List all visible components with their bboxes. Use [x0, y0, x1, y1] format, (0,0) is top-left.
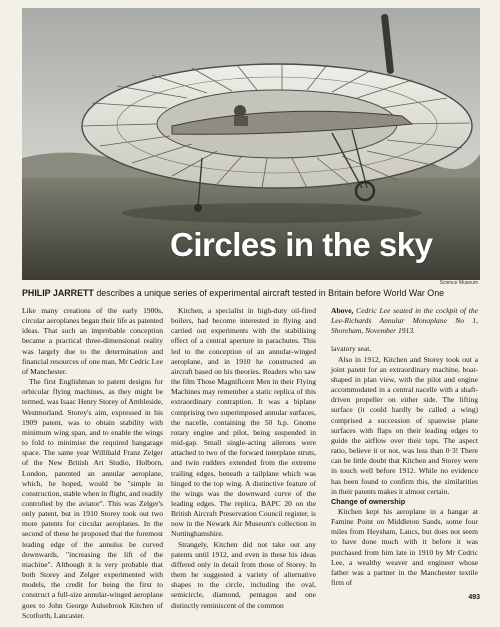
column-2 [171, 306, 316, 611]
paragraph: The first Englishman to patent designs for orbicular flying machines, as they might be termed, was Isaac Henry Storey of Ambleside, Westmorland. Storey's aim, expressed in his 1909 patent, was to obtain stability with minimum wing span, and to enable the wings to fold to minimise the required hangarage space. The same year Willibald Franz Zelger of the New British Art Studio, Holborn, London, patented an annular aeroplane, which, he hoped, would be "simple in construction, stable when in flight, and readily controlled by the aviator". This was Zelger's only patent, but in 1910 Storey took out two more patents for circular aeroplanes. In the second of these he proposed that the foremost leading edge of the annulus be curved downwards, "increasing the lift of the machine". Although it is very probable that both Storey and Zelger experimented with models, the credit for being the first to construct a full-size annular-winged aeroplane goes to John George Aulsebrook Kitchen of Scotforth, Lancaster. [22, 377, 163, 620]
standfirst-text: describes a unique series of experimental aircraft tested in Britain before World War One [96, 288, 445, 298]
article-title: Circles in the sky [170, 226, 433, 263]
paragraph: Strangely, Kitchen did not take out any patents until 1912, and even in these his ideas differed only in detail from those of Storey. In them he suggested a variety of alternative shapes to the circle, including the oval, semicircle, diamond, pentagon and one distinctly reminiscent of the common [171, 539, 316, 610]
author-name: PHILIP JARRETT [22, 288, 94, 298]
photo-caption [331, 306, 478, 336]
subheading: Change of ownership [331, 496, 406, 506]
paragraph: Kitchen, a specialist in high-duty oil-fired boilers, had become interested in flying and carried out experiments with the stabilising effect of a central aperture in parachutes. This led to the conception of an annular-winged aeroplane, and in 1910 he constructed an aircraft based on his theories. Readers who saw the film Those Magnificent Men in their Flying Machines may remember a static replica of this extraordinary contraption. It was a biplane comprising two superimposed annular surfaces, the nacelle, containing the 50 h.p. Gnome rotary engine and pilot, being suspended in mid-gap. Small single-acting ailerons were attached to two of the forward interplane struts, and twin rudders extended from the extreme trailing edges, beneath a tailplane which was hinged to the top wing. A distinctive feature of the wings was the downward curve of the leading edges. The replica, BAPC 20 on the British Aircraft Preservation Council register, is now in the Newark Air Museum's collection in Nottinghamshire. [171, 306, 316, 539]
paragraph: Like many creations of the early 1900s, circular aeroplanes began their life as patented ideas. That such an improbable conception became a practical three-dimensional reality was largely due to the determination and financial resources of one man, Mr Cedric Lee of Manchester. [22, 306, 163, 376]
paragraph: Kitchen kept his aeroplane in a hangar at Famine Point on Middleton Sands, some four miles from Heysham, Lancs, but does not seem to have done much with it before it was purchased from him late in 1910 by Mr Cedric Lee, a wealthy weaver and engineer whose father was a partner in the Manchester textile firm of [331, 506, 478, 588]
standfirst [22, 288, 482, 299]
caption-text: Cedric Lee seated in the cockpit of the Lee-Richards Annular Monoplane No 1, Shoreham, November 1913. [331, 306, 478, 336]
photo-credit: Science Museum [439, 280, 478, 286]
column-3 [331, 306, 478, 588]
page-number: 493 [468, 594, 480, 601]
paragraph: lavatory seat. [331, 344, 372, 354]
column-1 [22, 306, 163, 621]
caption-lead: Above, [331, 306, 354, 315]
paragraph: Also in 1912, Kitchen and Storey took out a joint patent for an extraordinary machine, boat-shaped in plan view, with the pilot and engine accommodated in a central nacelle with a shaft-driven propeller on either side. The lifting surface (it could hardly be called a wing) comprised a succession of spanwise plane surfaces with flaps on their leading edges to guide the airflow over their tops. The aspect ratio, believe it or not, was less than 0·3! There can be little doubt that Kitchen and Storey were in touch well before 1912. While no evidence has been found to confirm this, the similarities in their patents makes it almost certain. [331, 354, 478, 496]
